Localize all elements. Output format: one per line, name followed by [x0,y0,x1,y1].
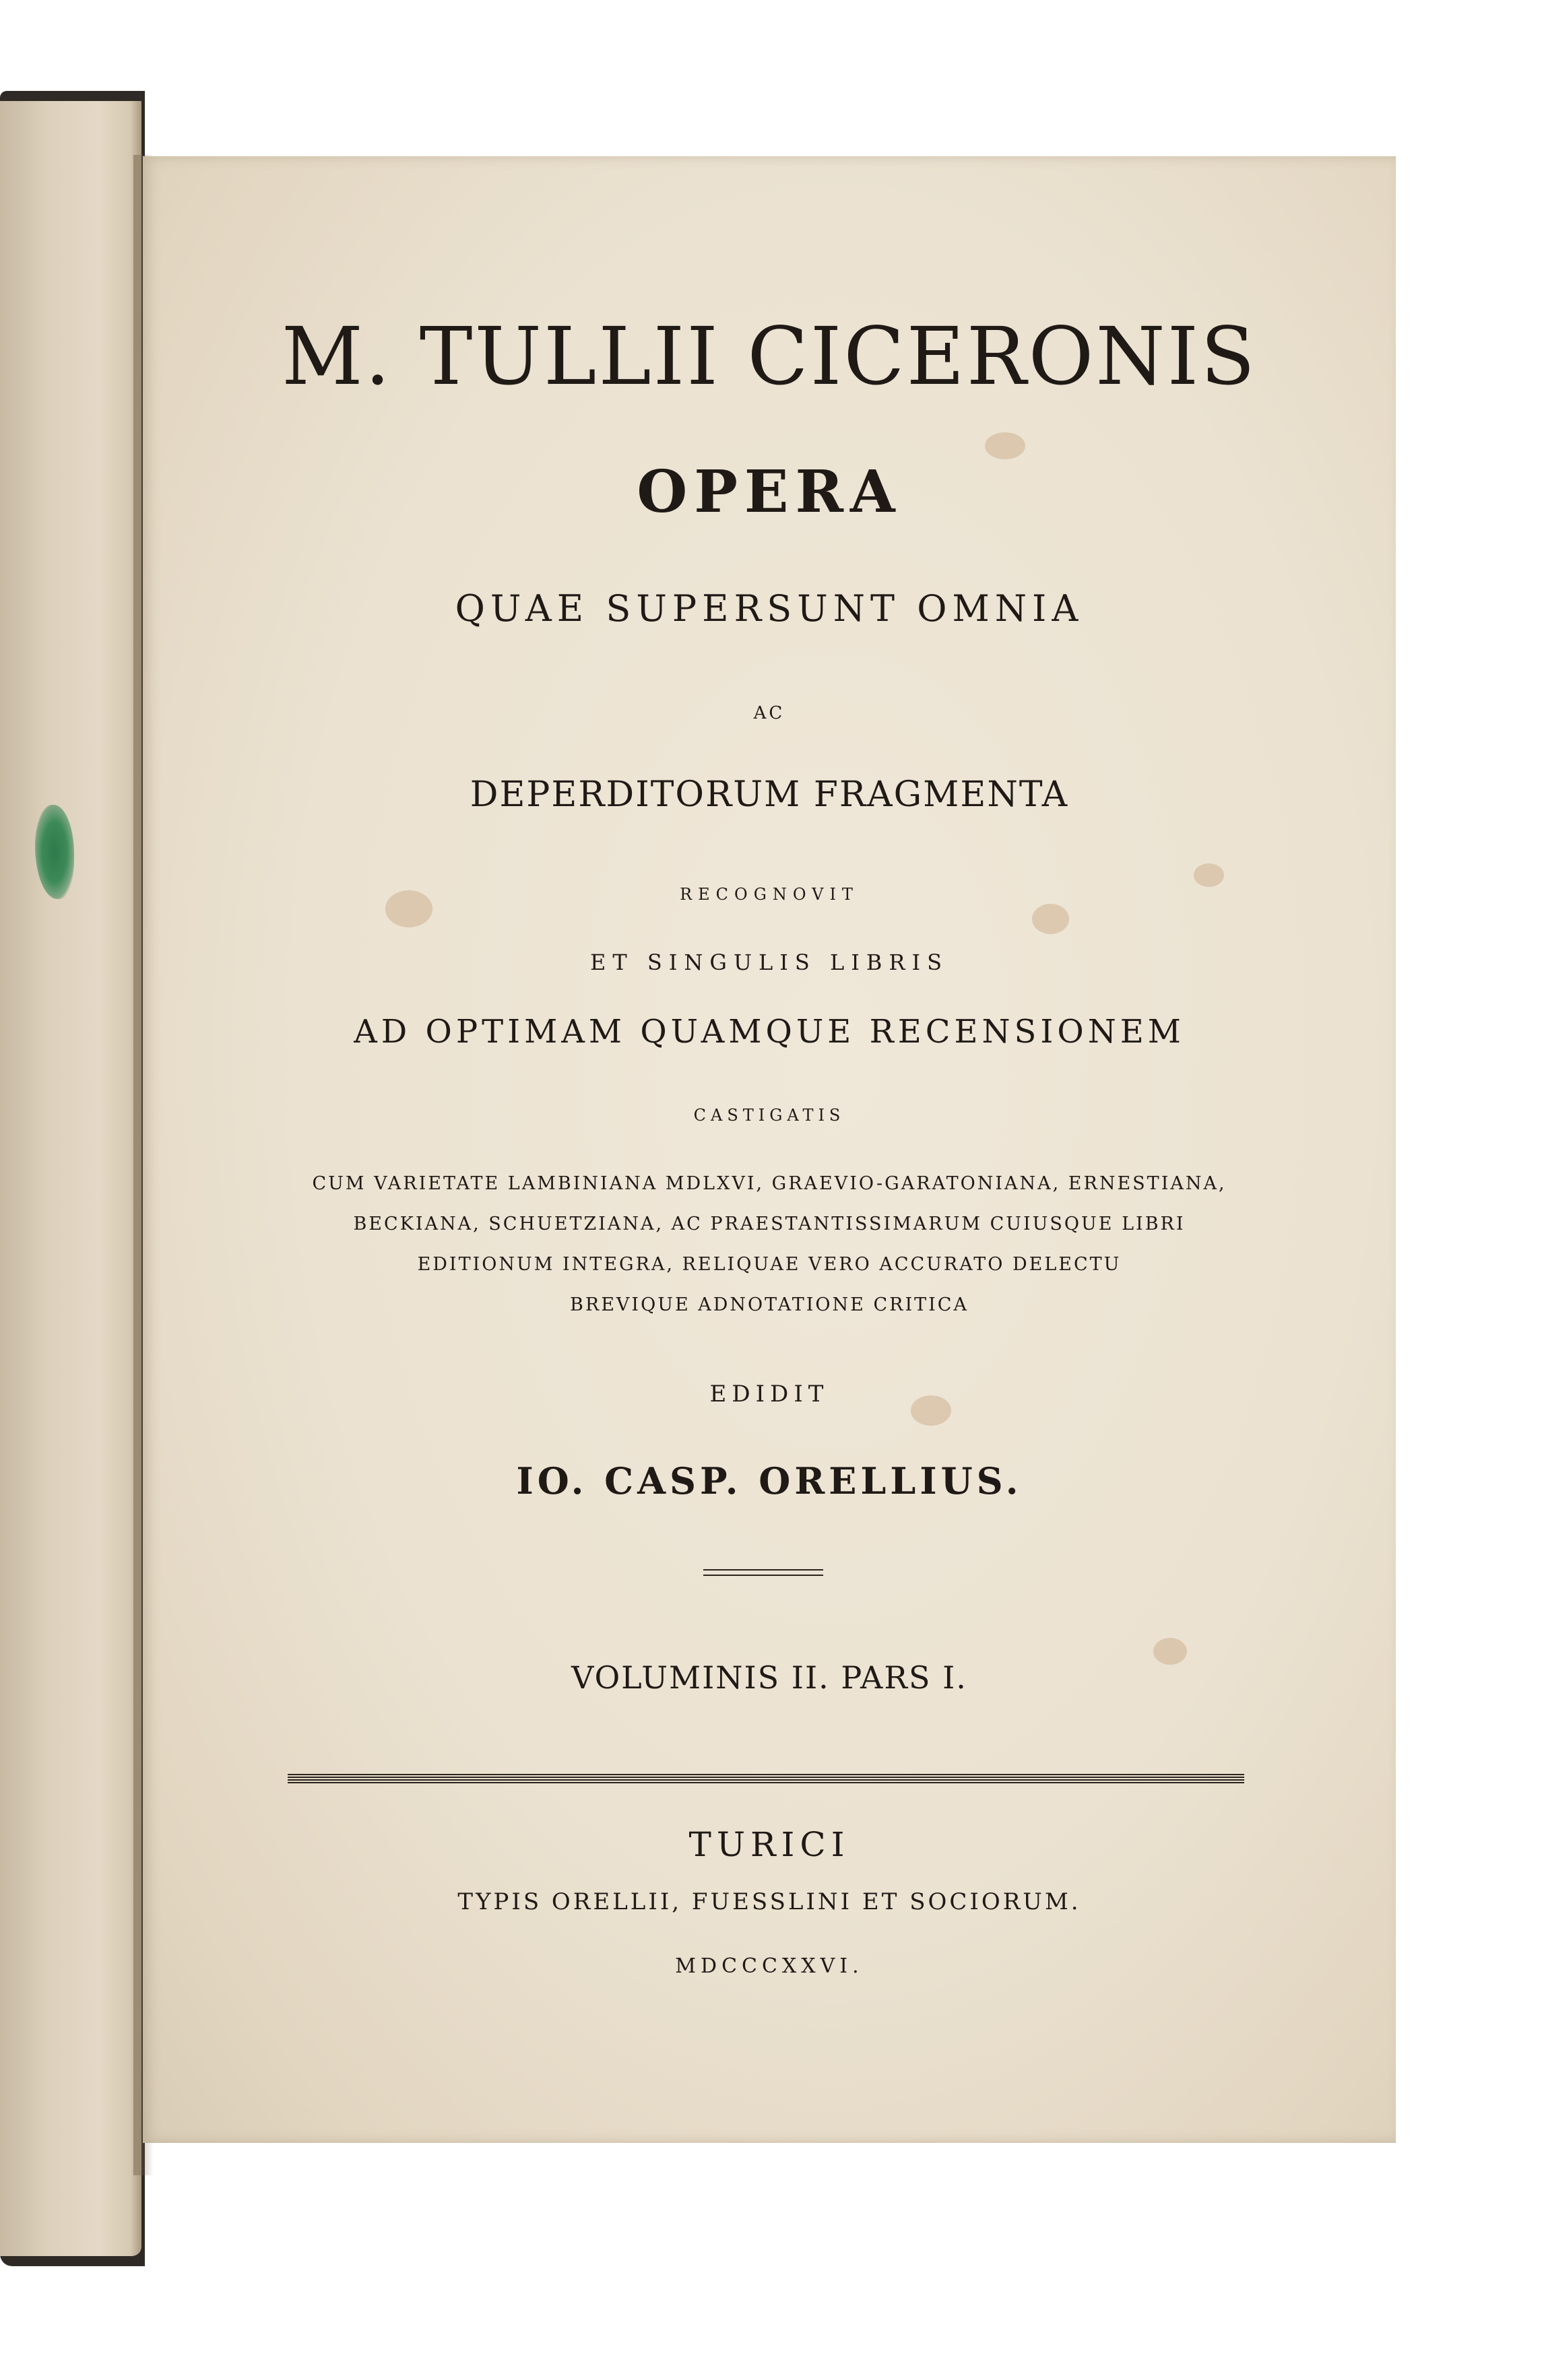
left-blank-page [0,101,141,2256]
foxing-spot [1194,863,1224,887]
line-optimam: AD OPTIMAM QUAMQUE RECENSIONEM [354,1013,1185,1051]
line-singulis: ET SINGULIS LIBRIS [589,950,948,975]
cum-line: BREVIQUE ADNOTATIONE CRITICA [570,1294,969,1315]
cum-line: EDITIONUM INTEGRA, RELIQUAE VERO ACCURATO DELECTU [417,1254,1122,1275]
imprint-printer: TYPIS ORELLII, FUESSLINI ET SOCIORUM. [457,1888,1081,1915]
line-recognovit: RECOGNOVIT [680,885,859,904]
book-subtitle: OPERA [637,458,902,526]
line-edidit: EDIDIT [709,1381,829,1408]
green-stain [35,805,74,899]
imprint-place: TURICI [688,1825,850,1864]
line-deperditorum: DEPERDITORUM FRAGMENTA [470,774,1069,815]
cum-line: CUM VARIETATE LAMBINIANA MDLXVI, GRAEVIO-GARATONIANA, ERNESTIANA, [312,1173,1227,1194]
line-quae: QUAE SUPERSUNT OMNIA [455,587,1084,630]
line-castigatis: CASTIGATIS [693,1106,845,1125]
volume-label: VOLUMINIS II. PARS I. [571,1659,967,1696]
title-page [143,156,1396,2143]
foxing-spot [985,432,1025,459]
cum-line: BECKIANA, SCHUETZIANA, AC PRAESTANTISSIMARUM CUIUSQUE LIBRI [353,1214,1186,1234]
line-ac: AC [753,703,785,723]
long-multi-rule [288,1774,1244,1783]
foxing-spot [1032,904,1069,934]
imprint-year: MDCCCXXVI. [675,1954,864,1978]
editor-name: IO. CASP. ORELLIUS. [516,1459,1023,1502]
book-title: M. TULLII CICERONIS [281,310,1258,403]
short-double-rule [703,1569,823,1576]
